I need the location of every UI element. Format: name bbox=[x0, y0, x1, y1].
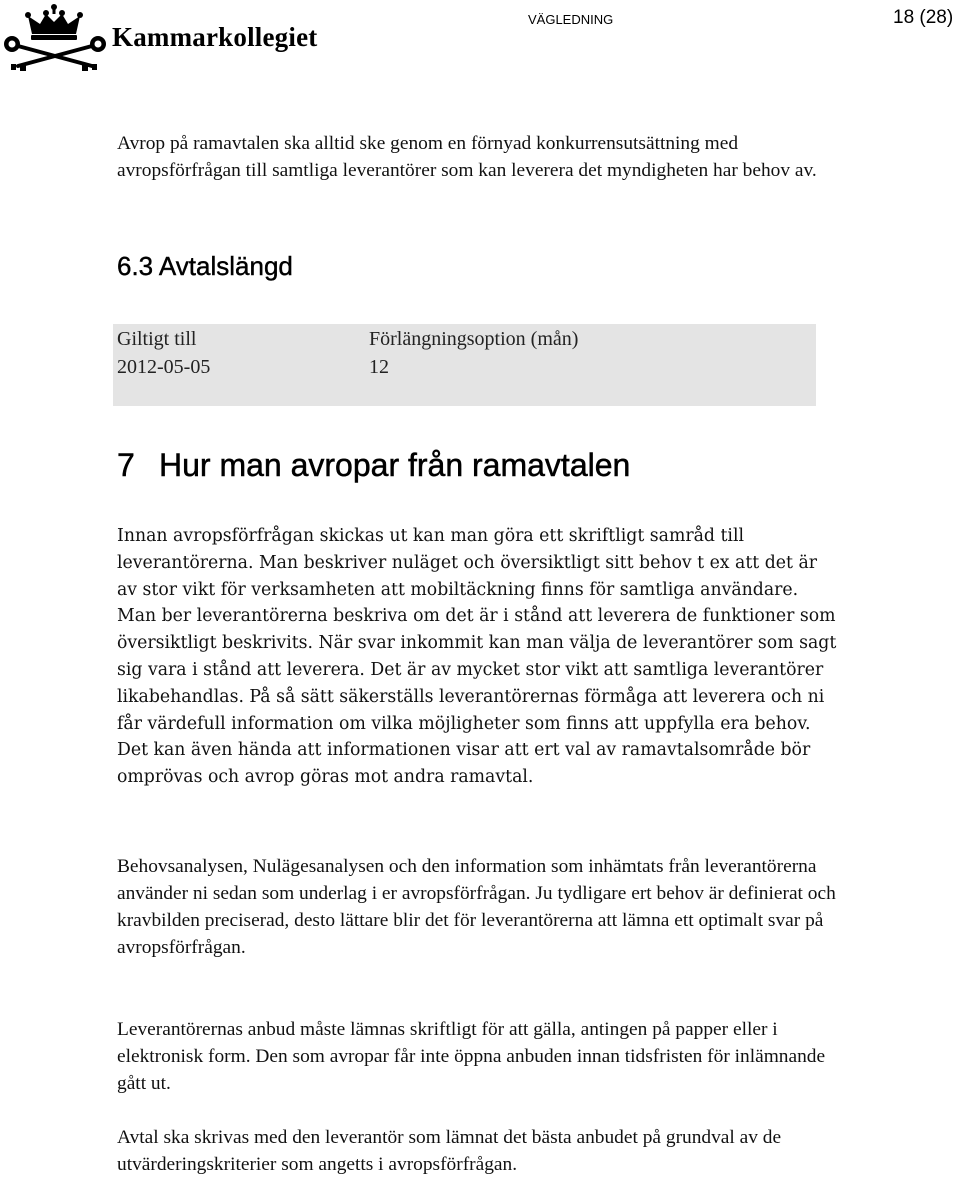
page-number: 18 (28) bbox=[893, 7, 954, 28]
contract-terms-table bbox=[113, 324, 816, 406]
table-header-valid-until: Giltigt till bbox=[117, 328, 197, 350]
org-name: Kammarkollegiet bbox=[112, 22, 318, 52]
crown-crossed-keys-icon bbox=[2, 2, 106, 72]
paragraph-tenders: Leverantörernas anbud måste lämnas skriftligt för att gälla, antingen på papper eller i elektronisk form. Den som avropar får inte öppna anbuden innan tidsfristen för inlämnande gått ut. bbox=[117, 1019, 826, 1094]
section-heading-7 bbox=[117, 447, 630, 484]
table-header-extension-option: Förlängningsoption (mån) bbox=[369, 328, 579, 350]
section-heading-6-3: 6.3 Avtalslängd bbox=[117, 251, 293, 281]
paragraph-needs-analysis: Behovsanalysen, Nulägesanalysen och den information som inhämtats från leverantörerna använder ni sedan som underlag i er avropsförfrågan. Ju tydligare ert behov är definierat och kravbilden preciserad, desto lättare blir det för leverantörerna att lämna ett optimalt svar på avropsförfrågan. bbox=[117, 856, 836, 958]
intro-paragraph: Avrop på ramavtalen ska alltid ske genom en förnyad konkurrensutsättning med avropsförfrågan till samtliga leverantörer som kan leverera det myndigheten har behov av. bbox=[117, 133, 817, 181]
paragraph-contract: Avtal ska skrivas med den leverantör som lämnat det bästa anbudet på grundval av de utvärderingskriterier som angetts i avropsförfrågan. bbox=[117, 1127, 782, 1175]
table-cell-valid-until: 2012-05-05 bbox=[117, 356, 211, 378]
header-logo bbox=[0, 0, 330, 74]
section-number: 7 bbox=[117, 447, 135, 483]
document-type: VÄGLEDNING bbox=[528, 12, 614, 27]
section-title: Hur man avropar från ramavtalen bbox=[159, 447, 631, 483]
paragraph-consultation: Innan avropsförfrågan skickas ut kan man göra ett skriftligt samråd till leverantörerna. Man beskriver nuläget och översiktligt sitt behov t ex att det är av stor vikt för verksamheten att mobiltäckning finns för samtliga användare. Man ber leverantörerna beskriva om det är i stånd att leverera de funktioner som översiktligt beskrivits. När svar inkommit kan man välja de leverantörer som sagt sig vara i stånd att leverera. Det är av mycket stor vikt att samtliga leverantörer likabehandlas. På så sätt säkerställs leverantörernas förmåga att leverera och ni får värdefull information om vilka möjligheter som finns att uppfylla era behov. Det kan även hända att informationen visar att ert val av ramavtalsområde bör omprövas och avrop göras mot andra ramavtal. bbox=[117, 526, 837, 788]
table-cell-extension-option: 12 bbox=[369, 356, 389, 378]
